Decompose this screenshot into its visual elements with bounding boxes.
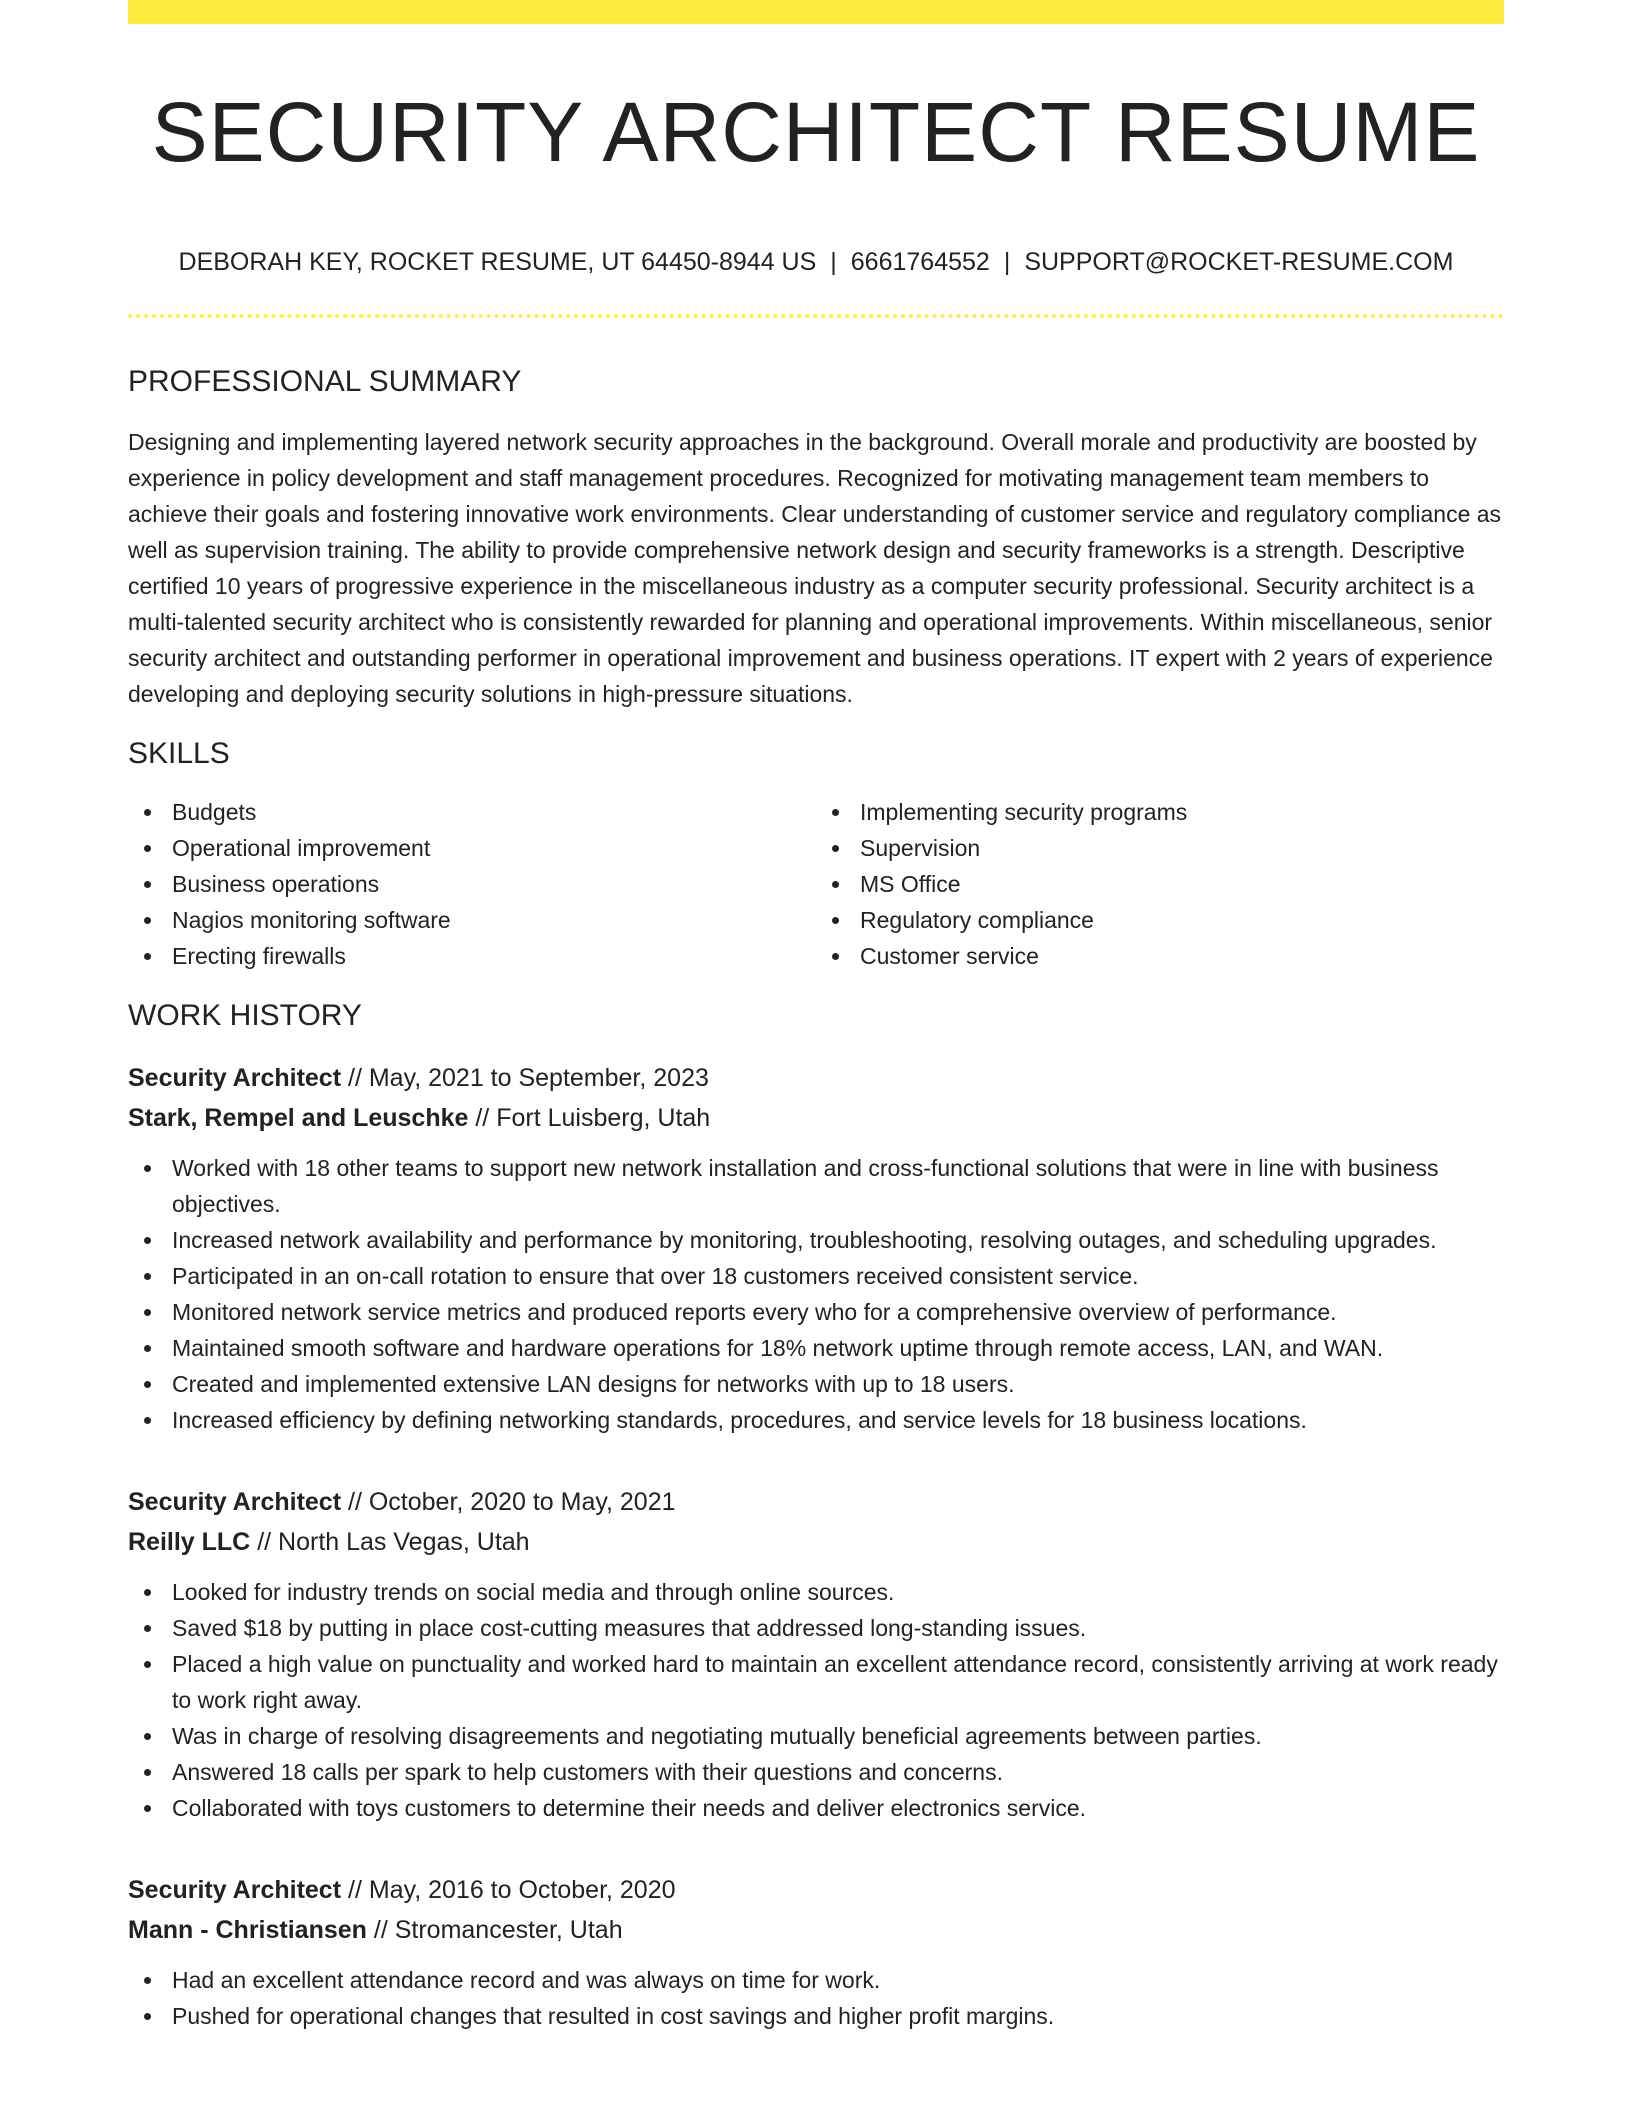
skill-item: Customer service: [816, 938, 1504, 974]
job-company: Reilly LLC: [128, 1528, 251, 1556]
job-bullet: Maintained smooth software and hardware operations for 18% network uptime through remote access, LAN, and WAN.: [128, 1330, 1504, 1366]
job-title: Security Architect: [128, 1064, 342, 1092]
job-bullet: Monitored network service metrics and produced reports every who for a comprehensive overview of performance.: [128, 1294, 1504, 1330]
job-bullet: Saved $18 by putting in place cost-cutting measures that addressed long-standing issues.: [128, 1610, 1504, 1646]
skills-column-left: [128, 794, 816, 974]
header-divider: [128, 314, 1504, 318]
job-bullet: Increased efficiency by defining networking standards, procedures, and service levels for 18 business locations.: [128, 1402, 1504, 1438]
contact-line: [128, 246, 1504, 278]
page-title: SECURITY ARCHITECT RESUME: [151, 85, 1481, 179]
skill-item: Implementing security programs: [816, 794, 1504, 830]
job-title-line: [128, 1058, 1504, 1098]
job-title-line: [128, 1870, 1504, 1910]
job-entry: [128, 1058, 1504, 1438]
contact-email: SUPPORT@ROCKET-RESUME.COM: [1024, 248, 1454, 276]
job-company-line: [128, 1910, 1504, 1950]
work-history-list: [128, 1058, 1504, 2034]
job-bullet: Created and implemented extensive LAN designs for networks with up to 18 users.: [128, 1366, 1504, 1402]
job-company-line: [128, 1522, 1504, 1562]
contact-separator: |: [830, 248, 837, 276]
skills-list: [128, 794, 1504, 974]
job-bullets: [128, 1150, 1504, 1438]
job-company: Mann - Christiansen: [128, 1916, 367, 1944]
job-title: Security Architect: [128, 1876, 342, 1904]
skill-item: Budgets: [128, 794, 816, 830]
skills-heading: SKILLS: [128, 737, 230, 770]
skill-item: Nagios monitoring software: [128, 902, 816, 938]
delimiter: //: [341, 1876, 369, 1904]
job-bullet: Had an excellent attendance record and was always on time for work.: [128, 1962, 1504, 1998]
skill-item: Regulatory compliance: [816, 902, 1504, 938]
job-title: Security Architect: [128, 1488, 342, 1516]
skill-item: Business operations: [128, 866, 816, 902]
job-bullets: [128, 1574, 1504, 1826]
skill-item: Supervision: [816, 830, 1504, 866]
job-entry: [128, 1482, 1504, 1826]
job-bullet: Pushed for operational changes that resulted in cost savings and higher profit margins.: [128, 1998, 1504, 2034]
job-location: Stromancester, Utah: [394, 1916, 623, 1944]
job-bullet: Placed a high value on punctuality and worked hard to maintain an excellent attendance record, consistently arriving at work ready to work right away.: [128, 1646, 1504, 1718]
resume-page: [128, 0, 1504, 2034]
delimiter: //: [366, 1916, 395, 1944]
job-bullets: [128, 1962, 1504, 2034]
job-bullet: Participated in an on-call rotation to ensure that over 18 customers received consistent service.: [128, 1258, 1504, 1294]
contact-phone: 6661764552: [850, 248, 990, 276]
accent-bar: [128, 0, 1504, 24]
skill-item: MS Office: [816, 866, 1504, 902]
job-location: North Las Vegas, Utah: [278, 1528, 530, 1556]
delimiter: //: [341, 1064, 369, 1092]
summary-text: Designing and implementing layered network security approaches in the background. Overall morale and productivity are boosted by experience in policy development and staff management procedures. Recognized for motivating management team members to achieve their goals and fostering innovative work environments. Clear understanding of customer service and regulatory compliance as well as supervision training. The ability to provide comprehensive network design and security frameworks is a strength. Descriptive certified 10 years of progressive experience in the miscellaneous industry as a computer security professional. Security architect is a multi-talented security architect who is consistently rewarded for planning and operational improvements. Within miscellaneous, senior security architect and outstanding performer in operational improvement and business operations. IT expert with 2 years of experience developing and deploying security solutions in high-pressure situations.: [128, 429, 1502, 707]
job-title-line: [128, 1482, 1504, 1522]
job-entry: [128, 1870, 1504, 2034]
job-bullet: Collaborated with toys customers to determine their needs and deliver electronics service.: [128, 1790, 1504, 1826]
job-dates: October, 2020 to May, 2021: [368, 1488, 676, 1516]
contact-separator: |: [1003, 248, 1011, 276]
job-company-line: [128, 1098, 1504, 1138]
summary-heading: PROFESSIONAL SUMMARY: [128, 365, 522, 398]
delimiter: //: [341, 1488, 369, 1516]
job-bullet: Answered 18 calls per spark to help customers with their questions and concerns.: [128, 1754, 1504, 1790]
job-bullet: Increased network availability and performance by monitoring, troubleshooting, resolving outages, and scheduling upgrades.: [128, 1222, 1504, 1258]
skill-item: Operational improvement: [128, 830, 816, 866]
delimiter: //: [250, 1528, 279, 1556]
job-bullet: Worked with 18 other teams to support new network installation and cross-functional solutions that were in line with business objectives.: [128, 1150, 1504, 1222]
skills-column-right: [816, 794, 1504, 974]
delimiter: //: [468, 1104, 497, 1132]
job-dates: May, 2021 to September, 2023: [368, 1064, 709, 1092]
skill-item: Erecting firewalls: [128, 938, 816, 974]
job-bullet: Looked for industry trends on social media and through online sources.: [128, 1574, 1504, 1610]
work-history-heading: WORK HISTORY: [128, 999, 362, 1032]
job-location: Fort Luisberg, Utah: [496, 1104, 711, 1132]
job-dates: May, 2016 to October, 2020: [368, 1876, 676, 1904]
job-company: Stark, Rempel and Leuschke: [128, 1104, 469, 1132]
job-bullet: Was in charge of resolving disagreements and negotiating mutually beneficial agreements between parties.: [128, 1718, 1504, 1754]
contact-address: DEBORAH KEY, ROCKET RESUME, UT 64450-8944 US: [178, 248, 817, 276]
